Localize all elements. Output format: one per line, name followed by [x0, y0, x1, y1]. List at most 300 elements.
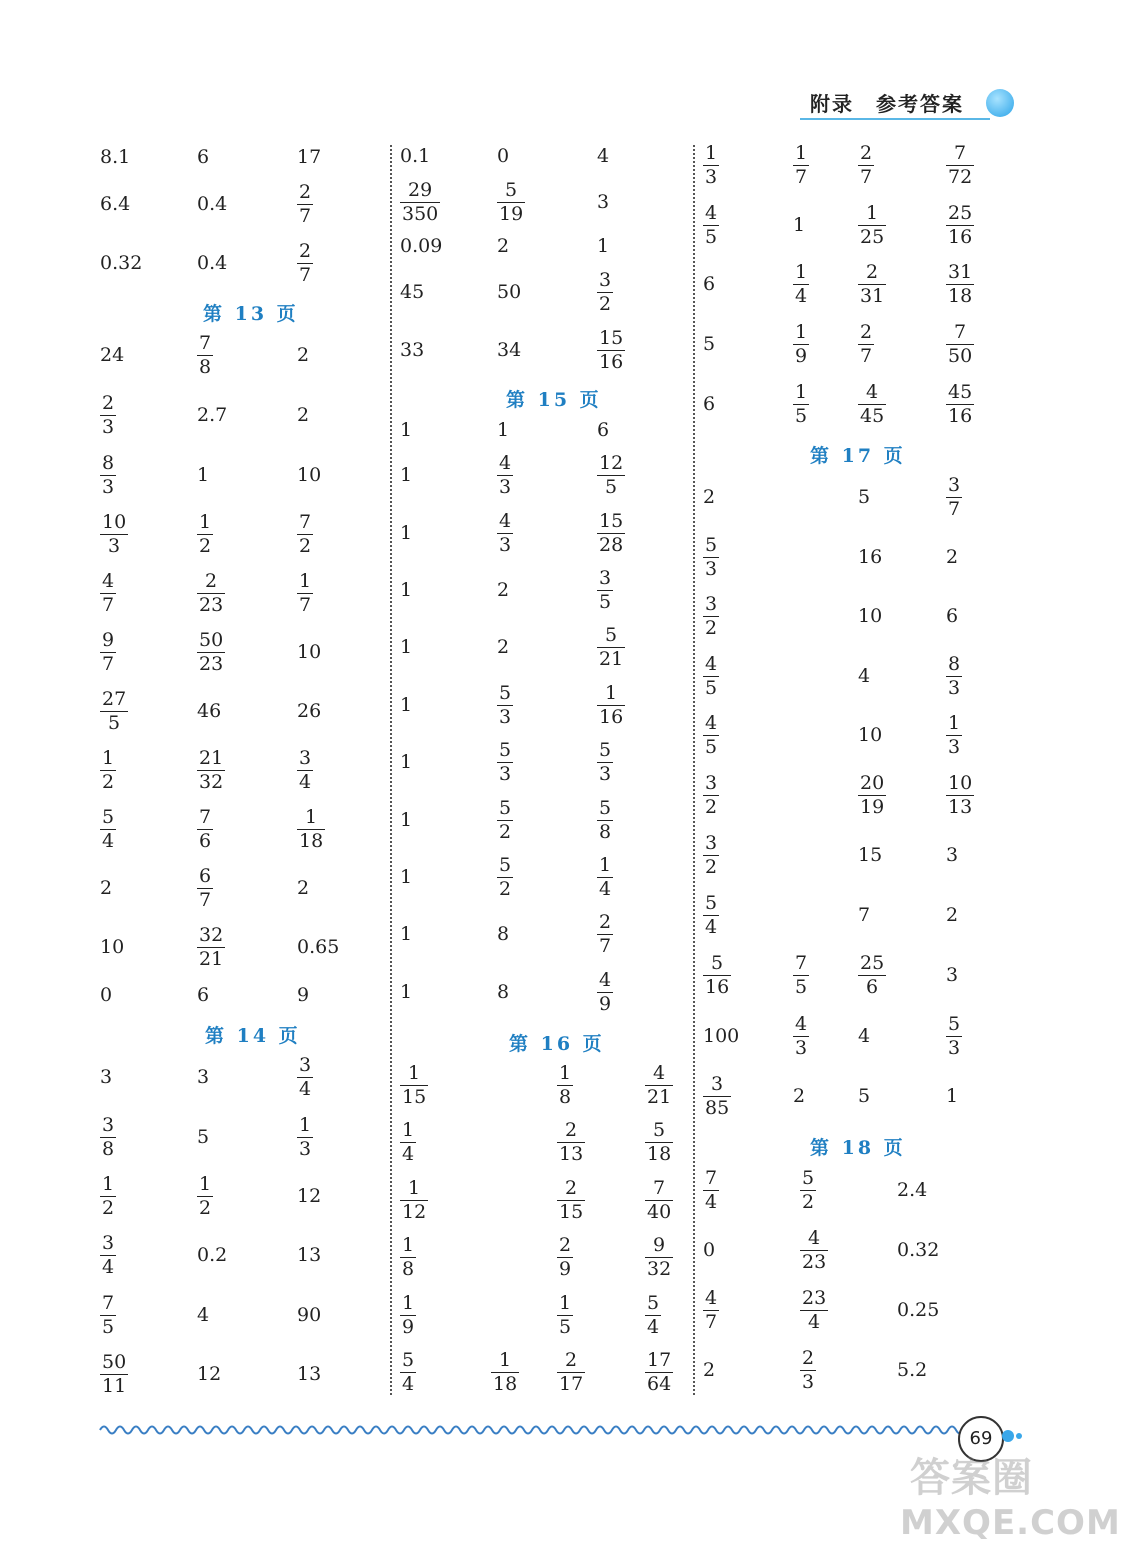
- fraction-denominator: 5: [795, 405, 808, 427]
- answer-fraction: [197, 926, 225, 969]
- answer-value: 10: [100, 936, 125, 958]
- answer-fraction: [858, 383, 886, 426]
- fraction-denominator: 3: [599, 763, 612, 785]
- answer-fraction: [100, 1234, 116, 1277]
- answer-fraction: [557, 1121, 585, 1164]
- answer-value: 10: [297, 641, 322, 663]
- answer-fraction: [800, 1169, 816, 1212]
- fraction-denominator: 23: [199, 653, 224, 675]
- fraction-numerator: 1: [408, 1062, 421, 1084]
- answer-value: 8.1: [100, 146, 131, 168]
- answer-fraction: [645, 1294, 661, 1337]
- answer-value: 3: [946, 964, 959, 986]
- answer-fraction: [557, 1064, 573, 1107]
- answer-fraction: [557, 1294, 573, 1337]
- fraction-denominator: 2: [199, 535, 212, 557]
- answer-fraction: [703, 894, 719, 937]
- answer-value: 3: [946, 844, 959, 866]
- answer-fraction: [597, 684, 625, 727]
- fraction-numerator: 10: [948, 772, 973, 794]
- answer-fraction: [703, 536, 719, 579]
- header-circle-icon: [986, 89, 1014, 117]
- fraction-denominator: 45: [860, 405, 885, 427]
- fraction-denominator: 3: [102, 476, 115, 498]
- answer-value: 6: [703, 273, 716, 295]
- fraction-numerator: 3: [711, 1073, 724, 1095]
- answer-value: 6.4: [100, 193, 131, 215]
- fraction-numerator: 1: [866, 202, 879, 224]
- answer-value: 12: [297, 1185, 322, 1207]
- fraction-numerator: 9: [102, 629, 115, 651]
- answer-fraction: [703, 144, 719, 187]
- answer-value: 2: [703, 1359, 716, 1381]
- fraction-numerator: 5: [711, 952, 724, 974]
- answer-fraction: [703, 1289, 719, 1332]
- answer-value: 6: [946, 605, 959, 627]
- answer-value: 13: [297, 1244, 322, 1266]
- fraction-denominator: 5: [599, 591, 612, 613]
- fraction-denominator: 8: [559, 1086, 572, 1108]
- fraction-numerator: 5: [505, 179, 518, 201]
- answer-value: 1: [400, 981, 413, 1003]
- answer-fraction: [100, 513, 128, 556]
- fraction-numerator: 7: [299, 511, 312, 533]
- fraction-denominator: 9: [795, 345, 808, 367]
- answer-fraction: [946, 263, 974, 306]
- fraction-numerator: 5: [653, 1119, 666, 1141]
- fraction-denominator: 2: [705, 796, 718, 818]
- fraction-numerator: 4: [653, 1062, 666, 1084]
- answer-value: 1: [497, 419, 510, 441]
- fraction-denominator: 7: [948, 498, 961, 520]
- fraction-numerator: 31: [948, 261, 973, 283]
- answer-fraction: [597, 856, 613, 899]
- fraction-numerator: 1: [102, 1173, 115, 1195]
- answer-fraction: [597, 626, 625, 669]
- answer-value: 0: [703, 1239, 716, 1261]
- fraction-numerator: 1: [795, 321, 808, 343]
- fraction-numerator: 3: [599, 567, 612, 589]
- answer-value: 0.1: [400, 145, 431, 167]
- answer-fraction: [645, 1236, 673, 1279]
- answer-fraction: [100, 572, 116, 615]
- watermark-cn: 答案圈: [910, 1455, 1033, 1501]
- answer-value: 2: [497, 579, 510, 601]
- answer-value: 2: [297, 344, 310, 366]
- answer-fraction: [946, 383, 974, 426]
- answer-fraction: [100, 454, 116, 497]
- answer-value: 13: [297, 1363, 322, 1385]
- fraction-denominator: 7: [102, 653, 115, 675]
- fraction-numerator: 1: [559, 1062, 572, 1084]
- answer-value: 1: [400, 751, 413, 773]
- answer-fraction: [858, 263, 886, 306]
- answer-fraction: [400, 1064, 428, 1107]
- fraction-denominator: 8: [102, 1138, 115, 1160]
- fraction-denominator: 3: [108, 535, 121, 557]
- answer-value: 10: [297, 464, 322, 486]
- header-appendix: 附录: [810, 92, 854, 116]
- answer-fraction: [597, 569, 613, 612]
- answer-fraction: [946, 204, 974, 247]
- fraction-numerator: 1: [299, 1114, 312, 1136]
- fraction-numerator: 1: [199, 1173, 212, 1195]
- fraction-denominator: 64: [647, 1373, 672, 1395]
- fraction-numerator: 25: [860, 952, 885, 974]
- answer-fraction: [858, 323, 874, 366]
- fraction-denominator: 7: [199, 889, 212, 911]
- answer-fraction: [297, 1056, 313, 1099]
- fraction-denominator: 21: [599, 648, 624, 670]
- fraction-denominator: 4: [299, 1078, 312, 1100]
- fraction-denominator: 5: [705, 677, 718, 699]
- fraction-denominator: 9: [559, 1258, 572, 1280]
- answer-value: 0.32: [897, 1239, 940, 1261]
- fraction-denominator: 7: [860, 166, 873, 188]
- answer-fraction: [297, 242, 313, 285]
- fraction-denominator: 3: [499, 476, 512, 498]
- answer-fraction: [597, 913, 613, 956]
- fraction-denominator: 5: [102, 1316, 115, 1338]
- fraction-numerator: 1: [402, 1292, 415, 1314]
- answer-fraction: [946, 476, 962, 519]
- fraction-denominator: 5: [705, 736, 718, 758]
- fraction-numerator: 2: [205, 570, 218, 592]
- answer-value: 2: [946, 546, 959, 568]
- answer-value: 8: [497, 981, 510, 1003]
- fraction-denominator: 5: [705, 226, 718, 248]
- fraction-denominator: 4: [102, 830, 115, 852]
- fraction-denominator: 16: [599, 351, 624, 373]
- fraction-numerator: 2: [565, 1349, 578, 1371]
- fraction-numerator: 1: [705, 142, 718, 164]
- fraction-numerator: 3: [948, 474, 961, 496]
- column-divider: [390, 145, 392, 1395]
- fraction-denominator: 50: [948, 345, 973, 367]
- answer-value: 26: [297, 700, 322, 722]
- answer-value: 1: [197, 464, 210, 486]
- answer-value: 6: [703, 393, 716, 415]
- answer-fraction: [297, 183, 313, 226]
- fraction-numerator: 2: [565, 1119, 578, 1141]
- fraction-numerator: 3: [102, 1232, 115, 1254]
- answer-value: 6: [597, 419, 610, 441]
- fraction-denominator: 2: [199, 1197, 212, 1219]
- answer-fraction: [703, 834, 719, 877]
- answer-fraction: [946, 655, 962, 698]
- fraction-numerator: 7: [954, 321, 967, 343]
- fraction-numerator: 4: [599, 969, 612, 991]
- answer-fraction: [400, 1351, 416, 1394]
- answer-fraction: [793, 263, 809, 306]
- wave-divider: [100, 1420, 960, 1440]
- fraction-denominator: 3: [948, 677, 961, 699]
- fraction-numerator: 2: [802, 1347, 815, 1369]
- fraction-numerator: 17: [647, 1349, 672, 1371]
- fraction-numerator: 5: [499, 739, 512, 761]
- answer-fraction: [297, 1116, 313, 1159]
- fraction-numerator: 2: [299, 240, 312, 262]
- answer-value: 0.2: [197, 1244, 228, 1266]
- fraction-numerator: 1: [795, 381, 808, 403]
- fraction-numerator: 20: [860, 772, 885, 794]
- answer-value: 9: [297, 984, 310, 1006]
- section-heading: 第 13 页: [203, 303, 299, 325]
- answer-value: 10: [858, 724, 883, 746]
- fraction-numerator: 4: [499, 452, 512, 474]
- fraction-numerator: 1: [402, 1234, 415, 1256]
- answer-fraction: [557, 1179, 585, 1222]
- fraction-numerator: 1: [599, 854, 612, 876]
- fraction-denominator: 19: [860, 796, 885, 818]
- answer-value: 4: [858, 665, 871, 687]
- fraction-denominator: 4: [402, 1373, 415, 1395]
- fraction-denominator: 2: [299, 535, 312, 557]
- answer-value: 5: [858, 1085, 871, 1107]
- answer-fraction: [703, 1169, 719, 1212]
- fraction-denominator: 12: [402, 1201, 427, 1223]
- fraction-denominator: 5: [795, 976, 808, 998]
- answer-fraction: [946, 1015, 962, 1058]
- answer-value: 1: [400, 464, 413, 486]
- fraction-numerator: 1: [795, 142, 808, 164]
- answer-fraction: [858, 774, 886, 817]
- answer-value: 7: [858, 904, 871, 926]
- fraction-numerator: 27: [102, 688, 127, 710]
- page-dot-icon: [1002, 1430, 1014, 1442]
- fraction-numerator: 4: [866, 381, 879, 403]
- fraction-numerator: 5: [102, 806, 115, 828]
- fraction-denominator: 4: [599, 878, 612, 900]
- fraction-numerator: 1: [948, 712, 961, 734]
- answer-value: 4: [597, 145, 610, 167]
- answer-value: 6: [197, 146, 210, 168]
- fraction-numerator: 23: [802, 1287, 827, 1309]
- fraction-numerator: 3: [705, 593, 718, 615]
- fraction-numerator: 1: [102, 747, 115, 769]
- answer-fraction: [946, 144, 974, 187]
- fraction-denominator: 7: [299, 594, 312, 616]
- answer-fraction: [793, 954, 809, 997]
- answer-fraction: [645, 1351, 673, 1394]
- answer-fraction: [497, 856, 513, 899]
- fraction-numerator: 7: [795, 952, 808, 974]
- fraction-denominator: 4: [705, 1191, 718, 1213]
- fraction-numerator: 3: [705, 832, 718, 854]
- answer-value: 1: [400, 579, 413, 601]
- fraction-numerator: 5: [948, 1013, 961, 1035]
- fraction-numerator: 5: [599, 797, 612, 819]
- fraction-numerator: 45: [948, 381, 973, 403]
- answer-value: 2: [793, 1085, 806, 1107]
- fraction-numerator: 4: [705, 1287, 718, 1309]
- answer-value: 2: [497, 235, 510, 257]
- fraction-numerator: 4: [808, 1227, 821, 1249]
- answer-value: 4: [858, 1025, 871, 1047]
- fraction-numerator: 3: [102, 1114, 115, 1136]
- fraction-numerator: 2: [860, 321, 873, 343]
- fraction-denominator: 4: [808, 1311, 821, 1333]
- answer-fraction: [645, 1064, 673, 1107]
- answer-fraction: [100, 1353, 128, 1396]
- answer-fraction: [197, 572, 225, 615]
- fraction-denominator: 9: [599, 993, 612, 1015]
- section-heading: 第 14 页: [205, 1025, 301, 1047]
- fraction-numerator: 50: [102, 1351, 127, 1373]
- answer-value: 10: [858, 605, 883, 627]
- fraction-denominator: 25: [860, 226, 885, 248]
- answer-fraction: [197, 808, 213, 851]
- answer-fraction: [858, 954, 886, 997]
- answer-value: 2: [100, 877, 113, 899]
- fraction-numerator: 2: [866, 261, 879, 283]
- answer-fraction: [703, 1075, 731, 1118]
- fraction-numerator: 15: [599, 510, 624, 532]
- fraction-denominator: 4: [299, 771, 312, 793]
- fraction-numerator: 4: [499, 510, 512, 532]
- fraction-numerator: 1: [199, 511, 212, 533]
- answer-fraction: [497, 181, 525, 224]
- answer-fraction: [400, 1121, 416, 1164]
- answer-fraction: [197, 1175, 213, 1218]
- answer-fraction: [197, 513, 213, 556]
- fraction-denominator: 4: [647, 1316, 660, 1338]
- fraction-numerator: 3: [599, 269, 612, 291]
- answer-value: 1: [400, 419, 413, 441]
- fraction-numerator: 5: [705, 892, 718, 914]
- fraction-numerator: 8: [102, 452, 115, 474]
- fraction-denominator: 4: [705, 916, 718, 938]
- answer-value: 34: [497, 339, 522, 361]
- fraction-numerator: 7: [705, 1167, 718, 1189]
- fraction-numerator: 1: [795, 261, 808, 283]
- fraction-numerator: 5: [705, 534, 718, 556]
- answer-fraction: [297, 513, 313, 556]
- fraction-numerator: 29: [408, 179, 433, 201]
- section-heading: 第 17 页: [810, 445, 906, 467]
- fraction-numerator: 5: [605, 624, 618, 646]
- answer-value: 1: [597, 235, 610, 257]
- fraction-numerator: 6: [199, 865, 212, 887]
- fraction-numerator: 4: [705, 712, 718, 734]
- fraction-denominator: 5: [605, 476, 618, 498]
- fraction-denominator: 23: [802, 1251, 827, 1273]
- fraction-denominator: 8: [402, 1258, 415, 1280]
- answer-value: 2: [946, 904, 959, 926]
- answer-value: 3: [197, 1066, 210, 1088]
- fraction-numerator: 21: [199, 747, 224, 769]
- answer-fraction: [497, 684, 513, 727]
- fraction-denominator: 2: [102, 1197, 115, 1219]
- fraction-denominator: 2: [102, 771, 115, 793]
- answer-value: 1: [793, 214, 806, 236]
- fraction-denominator: 7: [299, 205, 312, 227]
- answer-value: 3: [100, 1066, 113, 1088]
- page-number: 69: [958, 1416, 1004, 1462]
- fraction-denominator: 40: [647, 1201, 672, 1223]
- fraction-denominator: 5: [559, 1316, 572, 1338]
- fraction-numerator: 1: [299, 570, 312, 592]
- answer-value: 45: [400, 281, 425, 303]
- answer-value: 33: [400, 339, 425, 361]
- answer-fraction: [597, 329, 625, 372]
- fraction-denominator: 8: [199, 356, 212, 378]
- fraction-denominator: 3: [499, 763, 512, 785]
- page-dot-icon: [1016, 1433, 1022, 1439]
- fraction-denominator: 7: [102, 594, 115, 616]
- fraction-denominator: 18: [948, 285, 973, 307]
- fraction-numerator: 4: [705, 653, 718, 675]
- fraction-numerator: 2: [559, 1234, 572, 1256]
- answer-fraction: [197, 867, 213, 910]
- answer-value: 0.09: [400, 235, 443, 257]
- fraction-numerator: 5: [499, 682, 512, 704]
- answer-value: 2: [497, 636, 510, 658]
- answer-value: 1: [400, 923, 413, 945]
- fraction-denominator: 3: [102, 416, 115, 438]
- answer-fraction: [400, 1236, 416, 1279]
- fraction-numerator: 5: [402, 1349, 415, 1371]
- fraction-denominator: 4: [795, 285, 808, 307]
- answer-fraction: [197, 631, 225, 674]
- answer-value: 1: [400, 809, 413, 831]
- answer-fraction: [100, 690, 128, 733]
- answer-fraction: [557, 1236, 573, 1279]
- answer-value: 4: [197, 1304, 210, 1326]
- answer-fraction: [100, 394, 116, 437]
- answer-value: 15: [858, 844, 883, 866]
- fraction-denominator: 17: [559, 1373, 584, 1395]
- fraction-denominator: 32: [647, 1258, 672, 1280]
- answer-fraction: [946, 323, 974, 366]
- fraction-denominator: 2: [705, 617, 718, 639]
- answer-value: 2.4: [897, 1179, 928, 1201]
- answer-fraction: [497, 512, 513, 555]
- header-underline: [800, 118, 990, 120]
- fraction-numerator: 1: [559, 1292, 572, 1314]
- fraction-denominator: 5: [108, 712, 121, 734]
- fraction-numerator: 1: [402, 1119, 415, 1141]
- answer-fraction: [703, 954, 731, 997]
- fraction-numerator: 3: [705, 772, 718, 794]
- answer-fraction: [793, 383, 809, 426]
- fraction-denominator: 9: [402, 1316, 415, 1338]
- fraction-denominator: 28: [599, 534, 624, 556]
- answer-fraction: [597, 454, 625, 497]
- answer-fraction: [497, 741, 513, 784]
- answer-fraction: [793, 1015, 809, 1058]
- answer-fraction: [800, 1349, 816, 1392]
- fraction-numerator: 3: [299, 1054, 312, 1076]
- answer-value: 0.4: [197, 193, 228, 215]
- fraction-numerator: 5: [599, 739, 612, 761]
- fraction-numerator: 32: [199, 924, 224, 946]
- fraction-denominator: 6: [199, 830, 212, 852]
- answer-fraction: [297, 808, 325, 851]
- answer-value: 1: [400, 866, 413, 888]
- answer-value: 3: [597, 191, 610, 213]
- fraction-numerator: 2: [565, 1177, 578, 1199]
- answer-fraction: [100, 1294, 116, 1337]
- answer-fraction: [703, 774, 719, 817]
- watermark-en: MXQE.COM: [900, 1503, 1121, 1543]
- fraction-numerator: 1: [305, 806, 318, 828]
- answer-fraction: [297, 572, 313, 615]
- answer-fraction: [100, 749, 116, 792]
- fraction-denominator: 3: [499, 534, 512, 556]
- fraction-denominator: 13: [559, 1143, 584, 1165]
- answer-value: 1: [400, 522, 413, 544]
